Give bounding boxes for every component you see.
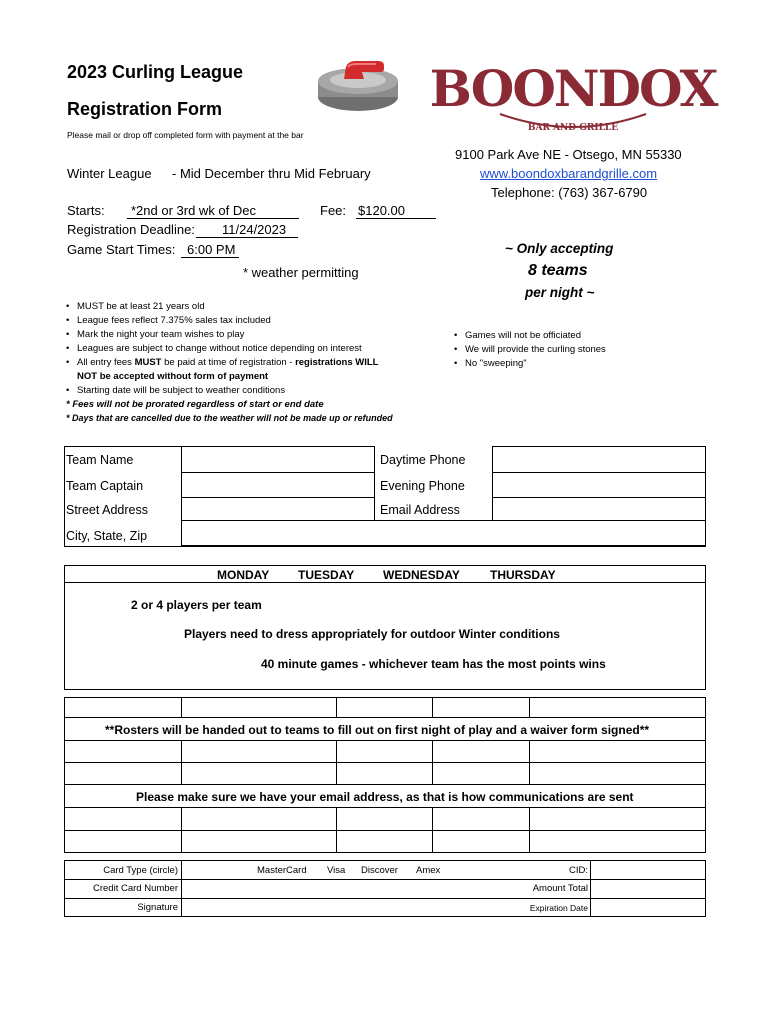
subtitle: Please mail or drop off completed form with payment at the bar xyxy=(67,130,304,140)
expiration-input[interactable] xyxy=(591,899,705,916)
amount-total-label: Amount Total xyxy=(532,883,588,894)
dress-note: Players need to dress appropriately for outdoor Winter conditions xyxy=(184,627,560,641)
city-state-zip-input[interactable] xyxy=(181,520,706,546)
list-item: • Games will not be officiated xyxy=(454,329,606,343)
card-mastercard[interactable]: MasterCard xyxy=(257,865,307,876)
note-days: * Days that are cancelled due to the weather will not be made up or refunded xyxy=(66,413,393,423)
fees-bold-tail: registrations WILL xyxy=(295,357,379,368)
list-item: • No "sweeping" xyxy=(454,357,606,371)
weather-note: * weather permitting xyxy=(243,265,359,280)
title-line1: 2023 Curling League xyxy=(67,62,244,82)
roster-col-line xyxy=(181,807,182,853)
roster-col-line xyxy=(336,740,337,785)
list-item-fees xyxy=(66,356,378,370)
fees-middle: be paid at time of registration - xyxy=(161,357,296,368)
roster-col-line xyxy=(181,697,182,718)
list-item: • Leagues are subject to change without notice depending on interest xyxy=(66,342,378,356)
list-item-fees-cont xyxy=(66,370,378,384)
accepting-line1: ~ Only accepting xyxy=(505,241,614,256)
email-address-label: Email Address xyxy=(380,503,460,517)
amount-total-input[interactable] xyxy=(591,880,705,898)
signature-label: Signature xyxy=(137,902,178,913)
list-item: • Mark the night your team wishes to play xyxy=(66,328,378,342)
logo-subtext: BAR AND GRILLE xyxy=(527,123,619,133)
roster-col-line xyxy=(529,740,530,785)
roster-col-line xyxy=(181,740,182,785)
deadline-label: Registration Deadline: xyxy=(67,222,195,237)
title-line2: Registration Form xyxy=(67,99,223,119)
email-address-input[interactable] xyxy=(492,497,706,521)
card-visa[interactable]: Visa xyxy=(327,865,346,876)
rules-right-list xyxy=(454,329,606,371)
game-start-label: Game Start Times: xyxy=(67,242,176,257)
day-monday[interactable]: MONDAY xyxy=(217,568,270,582)
daytime-phone-label: Daytime Phone xyxy=(380,453,466,467)
fees-must: MUST xyxy=(134,357,162,368)
team-captain-label: Team Captain xyxy=(66,479,144,493)
address: 9100 Park Ave NE - Otsego, MN 55330 xyxy=(455,147,682,162)
games-note: 40 minute games - whichever team has the most points wins xyxy=(261,657,606,671)
starts-label: Starts: xyxy=(67,203,105,218)
starts-value: *2nd or 3rd wk of Dec xyxy=(127,203,299,219)
fees-prefix: All entry fees xyxy=(77,357,135,368)
deadline-value: 11/24/2023 xyxy=(196,222,298,238)
street-address-label: Street Address xyxy=(66,503,148,517)
cid-input[interactable] xyxy=(590,860,706,880)
daytime-phone-input[interactable] xyxy=(492,446,706,473)
roster-col-line xyxy=(529,697,530,718)
email-note: Please make sure we have your email address, as that is how communications are sent xyxy=(136,790,634,804)
list-item: • We will provide the curling stones xyxy=(454,343,606,357)
day-thursday[interactable]: THURSDAY xyxy=(490,568,556,582)
logo-text: BOONDOX xyxy=(429,59,717,118)
list-item: • MUST be at least 21 years old xyxy=(66,300,378,314)
day-wednesday[interactable]: WEDNESDAY xyxy=(383,568,460,582)
accepting-line2: 8 teams xyxy=(528,262,588,279)
rosters-note: **Rosters will be handed out to teams to fill out on first night of play and a waiver form signed** xyxy=(105,723,650,737)
roster-col-line xyxy=(432,740,433,785)
card-number-input[interactable] xyxy=(182,880,482,898)
telephone: Telephone: (763) 367-6790 xyxy=(491,185,648,200)
rules-left-list xyxy=(66,300,378,398)
fee-value: $120.00 xyxy=(356,203,436,219)
roster-col-line xyxy=(432,697,433,718)
signature-input[interactable] xyxy=(182,899,482,916)
game-start-value: 6:00 PM xyxy=(181,242,239,258)
expiration-label: Expiration Date xyxy=(529,903,588,913)
roster-row-line xyxy=(64,740,706,741)
card-number-label: Credit Card Number xyxy=(93,883,178,894)
roster-col-line xyxy=(432,807,433,853)
fee-label: Fee: xyxy=(320,203,347,218)
website-link[interactable]: www.boondoxbarandgrille.com xyxy=(480,166,658,181)
roster-col-line xyxy=(336,807,337,853)
team-name-input[interactable] xyxy=(181,446,375,473)
team-captain-input[interactable] xyxy=(181,472,375,498)
day-tuesday[interactable]: TUESDAY xyxy=(298,568,355,582)
league-name: Winter League xyxy=(67,166,152,181)
roster-row-line xyxy=(64,784,706,785)
accepting-line3: per night ~ xyxy=(525,285,595,300)
list-item: • Starting date will be subject to weather conditions xyxy=(66,384,378,398)
roster-col-line xyxy=(529,807,530,853)
form-border xyxy=(64,446,65,547)
evening-phone-input[interactable] xyxy=(492,472,706,498)
note-fees: * Fees will not be prorated regardless of start or end date xyxy=(66,399,324,410)
league-dates: - Mid December thru Mid February xyxy=(172,166,371,181)
roster-row-line xyxy=(64,830,706,831)
boondox-logo xyxy=(429,48,717,140)
card-discover[interactable]: Discover xyxy=(361,865,398,876)
fees-line2: NOT be accepted without form of payment xyxy=(77,371,269,382)
form-border xyxy=(64,446,182,447)
roster-col-line xyxy=(336,697,337,718)
roster-row-line xyxy=(64,807,706,808)
list-item: • League fees reflect 7.375% sales tax included xyxy=(66,314,378,328)
form-border xyxy=(64,546,706,547)
curling-stone-icon xyxy=(316,55,400,113)
city-state-zip-label: City, State, Zip xyxy=(66,529,148,543)
evening-phone-label: Evening Phone xyxy=(380,479,465,493)
street-address-input[interactable] xyxy=(181,497,375,521)
team-name-label: Team Name xyxy=(66,453,134,467)
roster-row-line xyxy=(64,717,706,718)
cid-label: CID: xyxy=(569,865,588,876)
players-note: 2 or 4 players per team xyxy=(131,598,262,612)
card-type-label: Card Type (circle) xyxy=(103,865,178,876)
card-amex[interactable]: Amex xyxy=(416,865,441,876)
roster-row-line xyxy=(64,762,706,763)
schedule-divider xyxy=(64,582,706,583)
